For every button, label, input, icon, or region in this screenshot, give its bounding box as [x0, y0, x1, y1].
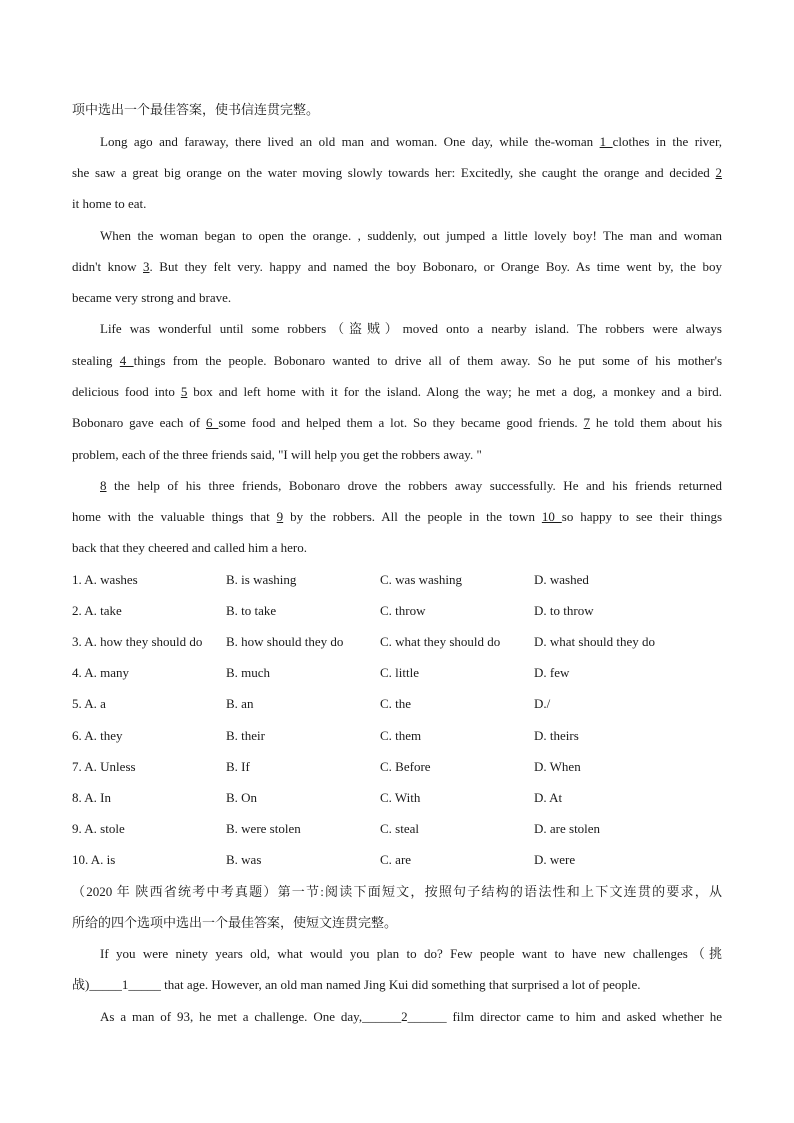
passage1-p3-line1: Life was wonderful until some robbers（盗贼）moved onto a nearby island. The robbers were always: [100, 321, 722, 336]
passage1-p3-line3: delicious food into 5 box and left home with it for the island. Along the way; he met a dog, a monkey and a bird.: [72, 384, 722, 399]
passage1-p3-line2: stealing 4 things from the people. Bobonaro wanted to drive all of them away. So he put some of his mother's: [72, 353, 723, 368]
option-c: C. steal: [380, 821, 419, 836]
option-b: B. an: [226, 696, 254, 711]
option-a: 6. A. they: [72, 728, 123, 743]
section2-p1-line1: If you were ninety years old, what would you plan to do? Few people want to have new challenges（挑: [100, 946, 722, 961]
blank-5: 5: [180, 384, 188, 399]
option-d: D. When: [534, 759, 581, 774]
passage1-p1-line2: she saw a great big orange on the water moving slowly towards her: Excitedly, she caught the orange and decided 2: [72, 165, 722, 180]
option-a: 2. A. take: [72, 603, 122, 618]
option-row-4: [72, 664, 722, 682]
option-row-9: [72, 820, 722, 838]
option-c: C. little: [380, 665, 419, 680]
option-row-7: [72, 758, 722, 776]
option-b: B. is washing: [226, 572, 297, 587]
option-a: 10. A. is: [72, 852, 116, 867]
option-c: C. them: [380, 728, 422, 743]
option-b: B. On: [226, 790, 258, 805]
section2-heading-line1: （2020 年 陕西省统考中考真题）第一节:阅读下面短文，按照句子结构的语法性和上下文连贯的要求，从: [72, 884, 722, 899]
option-b: B. were stolen: [226, 821, 301, 836]
option-d: D. what should they do: [534, 634, 655, 649]
option-c: C. was washing: [380, 572, 462, 587]
option-row-10: [72, 851, 722, 869]
passage1-p3-line4: Bobonaro gave each of 6 some food and helped them a lot. So they became good friends. 7 he told them about his: [72, 415, 722, 430]
option-row-8: [72, 789, 722, 807]
option-d: D. washed: [534, 572, 589, 587]
option-row-6: [72, 727, 722, 745]
option-row-2: [72, 602, 722, 620]
blank-s2-1: _____1_____: [89, 977, 161, 992]
blank-2: 2: [715, 165, 722, 180]
option-b: B. to take: [226, 603, 277, 618]
option-b: B. If: [226, 759, 250, 774]
option-a: 5. A. a: [72, 696, 106, 711]
option-a: 8. A. In: [72, 790, 111, 805]
passage1-p3-line5: problem, each of the three friends said, "I will help you get the robbers away. ": [72, 447, 482, 462]
option-row-1: [72, 571, 722, 589]
option-d: D./: [534, 696, 551, 711]
option-d: D. to throw: [534, 603, 594, 618]
passage1-p1-line3: it home to eat.: [72, 196, 147, 211]
option-a: 1. A. washes: [72, 572, 138, 587]
option-c: C. With: [380, 790, 421, 805]
blank-7: 7: [583, 415, 591, 430]
blank-9: 9: [276, 509, 284, 524]
blank-s2-2: ______2______: [362, 1009, 447, 1024]
option-d: D. are stolen: [534, 821, 601, 836]
intro-line: 项中选出一个最佳答案，使书信连贯完整。: [72, 102, 320, 117]
option-a: 3. A. how they should do: [72, 634, 203, 649]
passage1-p2-line2: didn't know 3. But they felt very. happy and named the boy Bobonaro, or Orange Boy. As time went by, the boy: [72, 259, 722, 274]
blank-8: 8: [100, 478, 107, 493]
option-c: C. throw: [380, 603, 426, 618]
passage1-p2-line3: became very strong and brave.: [72, 290, 232, 305]
option-b: B. much: [226, 665, 271, 680]
blank-3: 3: [143, 259, 150, 274]
blank-4: 4: [119, 353, 134, 368]
option-c: C. are: [380, 852, 412, 867]
option-c: C. the: [380, 696, 412, 711]
option-row-5: [72, 695, 722, 713]
section2-p1-line2: 战)_____1_____ that age. However, an old man named Jing Kui did something that surprised a lot of people.: [72, 977, 641, 992]
option-c: C. Before: [380, 759, 431, 774]
blank-10: 10: [541, 509, 562, 524]
option-row-3: [72, 633, 722, 651]
option-b: B. how should they do: [226, 634, 344, 649]
section2-p2-line1: As a man of 93, he met a challenge. One day,______2______ film director came to him and asked whether he: [100, 1009, 722, 1024]
passage1-p2-line1: When the woman began to open the orange. , suddenly, out jumped a little lovely boy! The man and woman: [100, 228, 722, 243]
option-d: D. few: [534, 665, 570, 680]
passage1-p4-line3: back that they cheered and called him a hero.: [72, 540, 307, 555]
option-d: D. were: [534, 852, 576, 867]
option-a: 4. A. many: [72, 665, 130, 680]
option-a: 9. A. stole: [72, 821, 125, 836]
passage1-p4-line1: 8 the help of his three friends, Bobonaro drove the robbers away successfully. He and his friends returned: [100, 478, 722, 493]
option-d: D. At: [534, 790, 563, 805]
passage1-p4-line2: home with the valuable things that 9 by the robbers. All the people in the town 10 so happy to see their things: [72, 509, 722, 524]
option-c: C. what they should do: [380, 634, 501, 649]
option-b: B. their: [226, 728, 265, 743]
passage1-p1-line1: Long ago and faraway, there lived an old man and woman. One day, while the-woman 1 clothes in the river,: [100, 134, 723, 149]
option-d: D. theirs: [534, 728, 579, 743]
section2-heading-line2: 所给的四个选项中选出一个最佳答案，使短文连贯完整。: [72, 915, 398, 930]
blank-6: 6: [205, 415, 219, 430]
option-a: 7. A. Unless: [72, 759, 136, 774]
option-b: B. was: [226, 852, 262, 867]
blank-1: 1: [599, 134, 613, 149]
